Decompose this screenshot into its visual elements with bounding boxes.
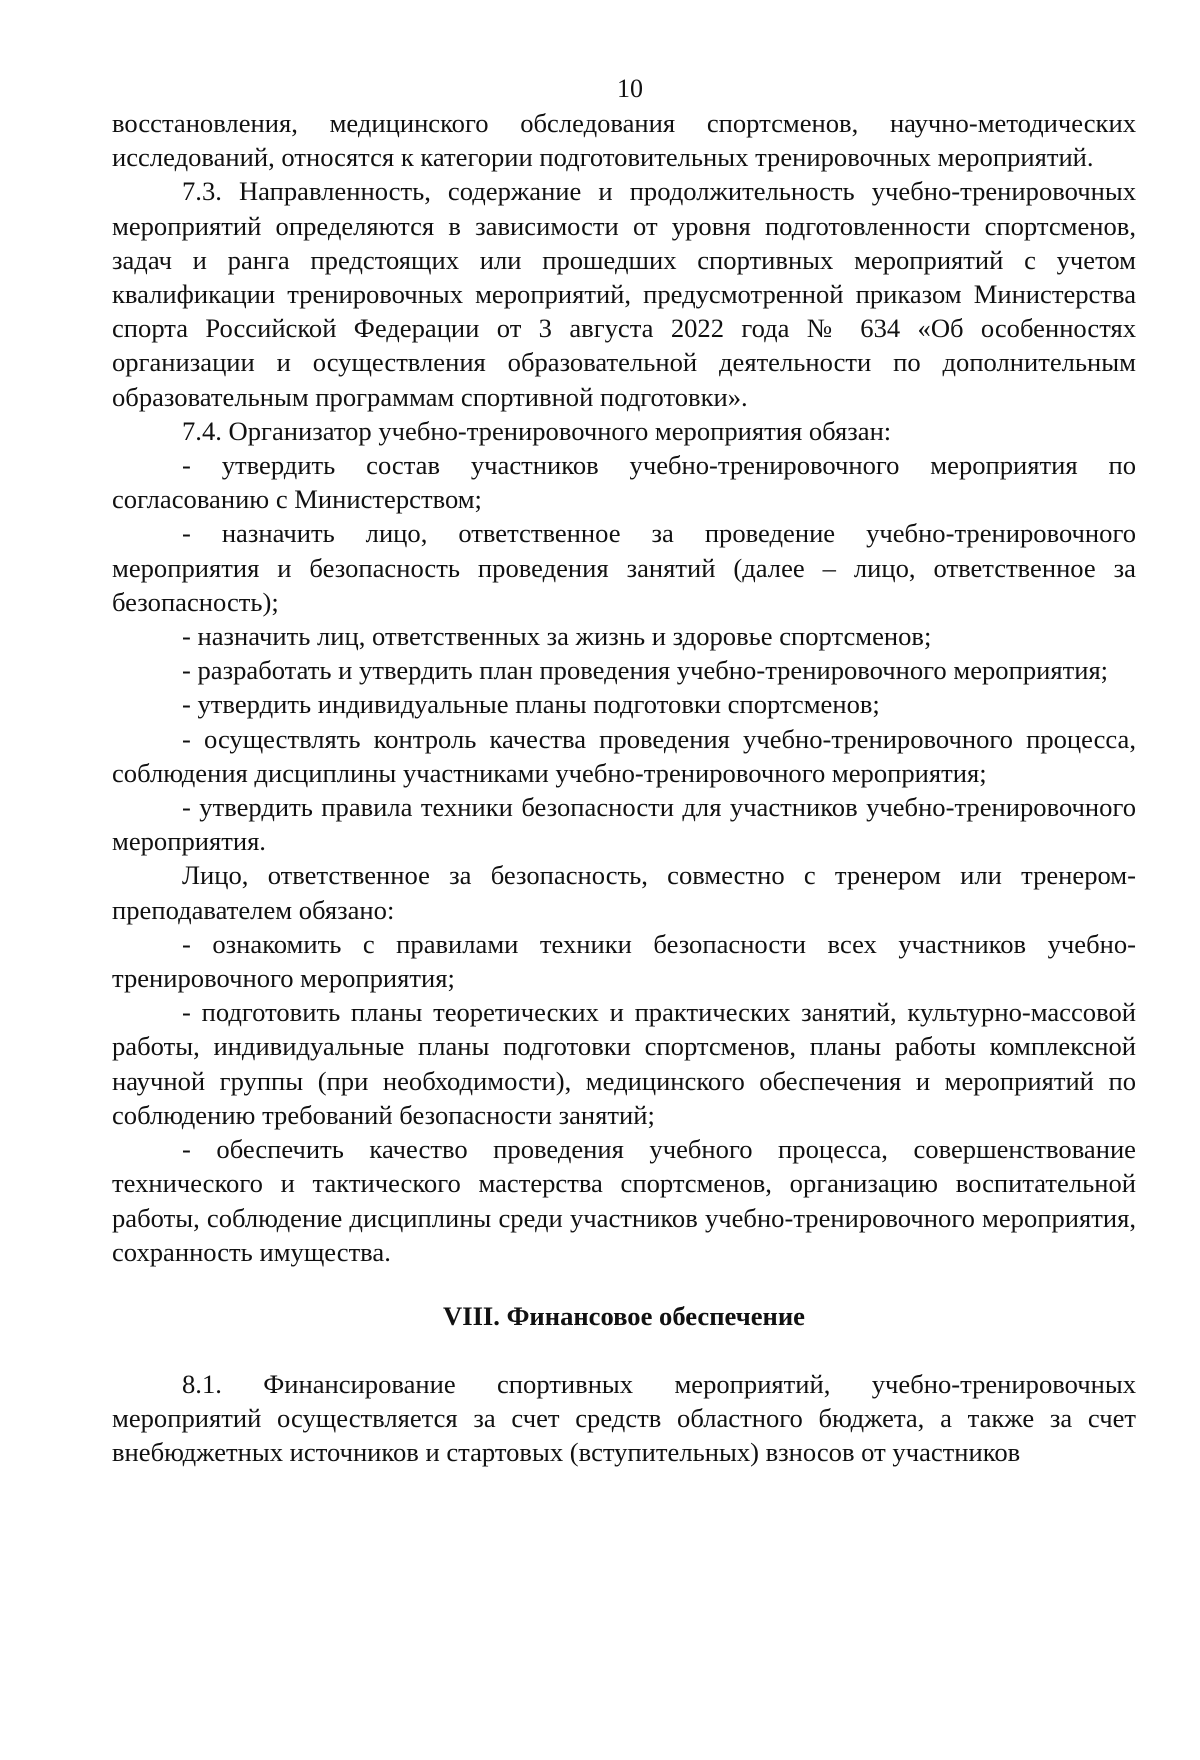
- page-number: 10: [617, 74, 643, 103]
- paragraph: восстановления, медицинского обследования спортсменов, научно-методических исследований, относятся к категории подготовительных тренировочных мероприятий.: [112, 108, 1136, 173]
- list-item: - подготовить планы теоретических и практических занятий, культурно-массовой работы, индивидуальные планы подготовки спортсменов, планы работы комплексной научной группы (при необходимости), медицинского обеспечения и мероприятий по соблюдению требований безопасности занятий;: [112, 997, 1136, 1130]
- paragraph: 7.4. Организатор учебно-тренировочного мероприятия обязан:: [182, 415, 892, 446]
- list-item: - утвердить состав участников учебно-тренировочного мероприятия по согласованию с Министерством;: [112, 450, 1136, 515]
- list-item: - ознакомить с правилами техники безопасности всех участников учебно-тренировочного мероприятия;: [112, 928, 1136, 994]
- list-item: - осуществлять контроль качества проведения учебно-тренировочного процесса, соблюдения дисциплины участниками учебно-тренировочного мероприятия;: [112, 723, 1136, 788]
- list-item: - назначить лиц, ответственных за жизнь и здоровье спортсменов;: [182, 621, 932, 652]
- list-item: - утвердить правила техники безопасности для участников учебно-тренировочного мероприятия.: [112, 792, 1136, 857]
- paragraph: 7.3. Направленность, содержание и продолжительность учебно-тренировочных мероприятий определяются в зависимости от уровня подготовленности спортсменов, задач и ранга предстоящих или прошедших спортивных мероприятий с учетом квалификации тренировочных мероприятий, предусмотренной приказом Министерства спорта Российской Федерации от 3 августа 2022 года № 634 «Об особенностях организации и осуществления образовательной деятельности по дополнительным образовательным программам спортивной подготовки».: [112, 176, 1136, 412]
- section-heading: VIII. Финансовое обеспечение: [443, 1300, 805, 1331]
- list-item: - утвердить индивидуальные планы подготовки спортсменов;: [182, 689, 880, 720]
- paragraph: 8.1. Финансирование спортивных мероприятий, учебно-тренировочных мероприятий осуществляется за счет средств областного бюджета, а также за счет внебюджетных источников и стартовых (вступительных) взносов от участников: [112, 1368, 1136, 1468]
- body-text-bottom: [112, 1367, 1136, 1470]
- list-item: - разработать и утвердить план проведения учебно-тренировочного мероприятия;: [182, 655, 1109, 686]
- list-item: - назначить лицо, ответственное за проведение учебно-тренировочного мероприятия и безопасность проведения занятий (далее – лицо, ответственное за безопасность);: [112, 518, 1136, 617]
- document-page: [112, 72, 1136, 1470]
- paragraph: Лицо, ответственное за безопасность, совместно с тренером или тренером-преподавателем обязано:: [112, 860, 1136, 925]
- body-text-top: [112, 106, 1136, 1269]
- list-item: - обеспечить качество проведения учебного процесса, совершенствование технического и тактического мастерства спортсменов, организацию воспитательной работы, соблюдение дисциплины среди участников учебно-тренировочного мероприятия, сохранность имущества.: [112, 1134, 1136, 1267]
